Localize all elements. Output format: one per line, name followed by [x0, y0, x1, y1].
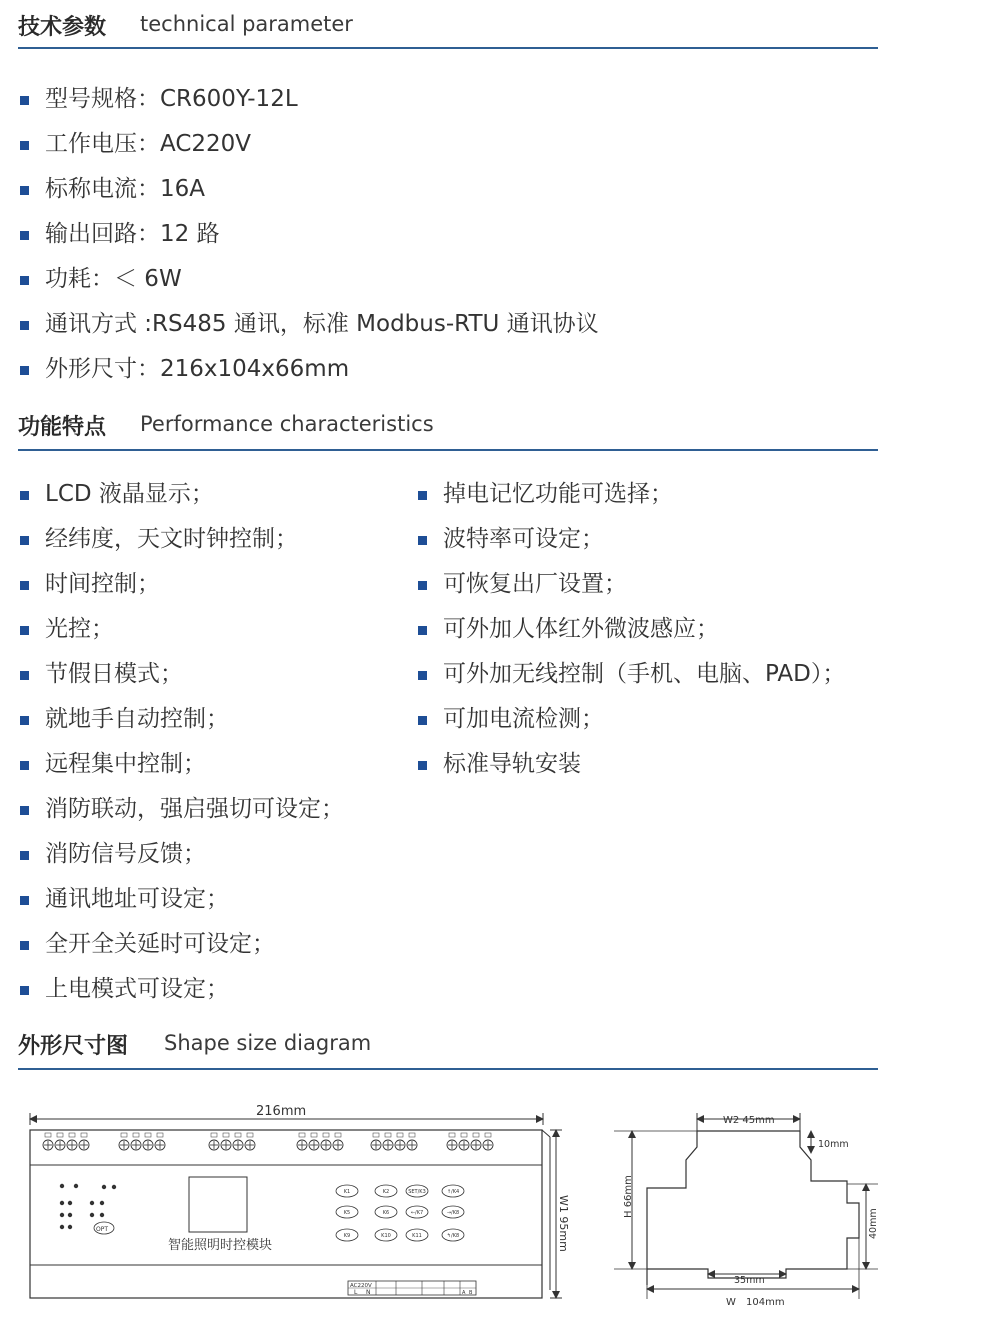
- led-dot: [68, 1213, 72, 1217]
- square-bullet-icon: [20, 366, 29, 375]
- module-label: 智能照明时控模块: [168, 1238, 273, 1253]
- square-bullet-icon: [418, 671, 427, 680]
- square-bullet-icon: [20, 941, 29, 950]
- feature-item: [416, 660, 845, 705]
- terminal-n-label: N: [366, 1289, 371, 1296]
- led-dot: [90, 1201, 94, 1205]
- feature-item: [18, 885, 344, 930]
- bottom-terminal-strip: [348, 1281, 476, 1296]
- feature-item: [18, 840, 344, 885]
- feature-item: [18, 795, 344, 840]
- led-dot: [60, 1201, 64, 1205]
- section-title-zh: 技术参数: [18, 15, 107, 40]
- feature-item: [18, 975, 344, 1020]
- feature-text: 消防信号反馈；: [45, 841, 206, 867]
- feature-item: [18, 525, 344, 570]
- front-height-label: W1 95mm: [557, 1195, 570, 1252]
- square-bullet-icon: [418, 626, 427, 635]
- side-10mm-label: 10mm: [818, 1139, 849, 1150]
- feature-text: 波特率可设定；: [443, 526, 604, 552]
- shape-size-diagram: [0, 1085, 999, 1325]
- feature-item: [18, 930, 344, 975]
- terminal-a-label: A: [462, 1290, 466, 1296]
- key-button[interactable]: [406, 1229, 428, 1241]
- key-label: K10: [381, 1233, 391, 1239]
- front-view: [30, 1104, 570, 1298]
- feature-text: 标准导轨安装: [443, 751, 581, 777]
- feature-text: 掉电记忆功能可选择；: [443, 481, 673, 507]
- feature-item: [18, 705, 344, 750]
- key-label: K6: [382, 1210, 390, 1216]
- square-bullet-icon: [20, 276, 29, 285]
- led-dot: [60, 1225, 64, 1229]
- feature-text: 经纬度，天文时钟控制；: [45, 526, 298, 552]
- lcd-screen: [189, 1177, 247, 1232]
- key-button[interactable]: [406, 1206, 428, 1218]
- feature-text: 时间控制；: [45, 571, 160, 597]
- feature-text: 消防联动，强启强切可设定；: [45, 796, 344, 822]
- side-w-value: 104mm: [746, 1297, 785, 1308]
- key-button[interactable]: [375, 1206, 397, 1218]
- tech-param-item: [18, 355, 599, 400]
- key-button[interactable]: [442, 1229, 464, 1241]
- feature-text: 可外加无线控制（手机、电脑、PAD）；: [443, 661, 846, 687]
- feature-item: [416, 480, 845, 525]
- feature-text: 节假日模式；: [45, 661, 183, 687]
- key-button[interactable]: [375, 1185, 397, 1197]
- key-button[interactable]: [375, 1229, 397, 1241]
- feature-text: 就地手自动控制；: [45, 706, 229, 732]
- feature-text: 可恢复出厂设置；: [443, 571, 627, 597]
- section-title-en: technical parameter: [140, 12, 353, 36]
- square-bullet-icon: [20, 851, 29, 860]
- feature-item: [416, 570, 845, 615]
- square-bullet-icon: [418, 761, 427, 770]
- tech-param-item: [18, 130, 599, 175]
- feature-item: [416, 750, 845, 795]
- front-width-label: 216mm: [256, 1104, 307, 1119]
- tech-param-text: 输出回路：12 路: [45, 221, 220, 247]
- square-bullet-icon: [20, 491, 29, 500]
- side-w-letter: W: [726, 1297, 736, 1308]
- led-dot: [60, 1213, 64, 1217]
- key-label: →/K8: [446, 1210, 460, 1216]
- square-bullet-icon: [20, 96, 29, 105]
- key-button[interactable]: [442, 1185, 464, 1197]
- key-label: SET/K3: [408, 1189, 426, 1195]
- terminal-l-label: L: [354, 1289, 358, 1296]
- tech-param-item: [18, 85, 599, 130]
- feature-text: 可外加人体红外微波感应；: [443, 616, 719, 642]
- key-label: ↰/K8: [446, 1233, 460, 1239]
- key-button[interactable]: [336, 1206, 358, 1218]
- square-bullet-icon: [418, 581, 427, 590]
- section-title-zh: 功能特点: [18, 415, 107, 440]
- led-dot: [102, 1185, 106, 1189]
- side-40mm-label: 40mm: [868, 1208, 879, 1239]
- key-label: ↑/K4: [446, 1189, 460, 1195]
- square-bullet-icon: [20, 806, 29, 815]
- side-35mm-label: 35mm: [734, 1275, 765, 1286]
- tech-param-text: 通讯方式 :RS485 通讯，标准 Modbus-RTU 通讯协议: [45, 311, 599, 337]
- section-header-features: [18, 410, 878, 451]
- square-bullet-icon: [20, 986, 29, 995]
- feature-item: [18, 750, 344, 795]
- key-label: K11: [412, 1233, 422, 1239]
- terminal-b-label: B: [469, 1290, 473, 1296]
- feature-item: [416, 615, 845, 660]
- square-bullet-icon: [20, 141, 29, 150]
- tech-param-text: 工作电压：AC220V: [45, 131, 252, 157]
- key-label: K2: [382, 1189, 390, 1195]
- feature-item: [18, 570, 344, 615]
- tech-param-text: 外形尺寸：216x104x66mm: [45, 356, 350, 382]
- opt-label: OPT: [96, 1226, 109, 1233]
- feature-text: 全开全关延时可设定；: [45, 931, 275, 957]
- feature-item: [18, 615, 344, 660]
- key-button[interactable]: [406, 1185, 428, 1197]
- key-label: K1: [343, 1189, 351, 1195]
- section-divider: [18, 47, 878, 49]
- led-dot: [100, 1201, 104, 1205]
- feature-text: 光控；: [45, 616, 114, 642]
- feature-item: [18, 480, 344, 525]
- tech-param-text: 型号规格：CR600Y-12L: [45, 86, 298, 112]
- tech-param-list: [18, 85, 599, 400]
- tech-param-item: [18, 310, 599, 355]
- square-bullet-icon: [418, 491, 427, 500]
- square-bullet-icon: [20, 231, 29, 240]
- tech-param-item: [18, 220, 599, 265]
- side-view: [614, 1113, 879, 1308]
- section-divider: [18, 1068, 878, 1070]
- feature-text: LCD 液晶显示；: [45, 481, 214, 507]
- feature-text: 可加电流检测；: [443, 706, 604, 732]
- feature-item: [416, 705, 845, 750]
- terminal-ac-label: AC220V: [350, 1283, 372, 1289]
- feature-list-left: [18, 480, 344, 1020]
- key-label: K9: [343, 1233, 351, 1239]
- section-title-en: Shape size diagram: [164, 1031, 372, 1055]
- square-bullet-icon: [20, 186, 29, 195]
- feature-item: [18, 660, 344, 705]
- square-bullet-icon: [20, 671, 29, 680]
- led-dot: [68, 1201, 72, 1205]
- led-dot: [90, 1213, 94, 1217]
- key-button[interactable]: [336, 1185, 358, 1197]
- key-button[interactable]: [442, 1206, 464, 1218]
- tech-param-text: 功耗：＜ 6W: [45, 266, 182, 292]
- key-button[interactable]: [336, 1229, 358, 1241]
- section-title-zh: 外形尺寸图: [18, 1034, 129, 1059]
- tech-param-item: [18, 175, 599, 220]
- side-h-label: H 66mm: [623, 1175, 634, 1218]
- feature-text: 通讯地址可设定；: [45, 886, 229, 912]
- square-bullet-icon: [20, 716, 29, 725]
- square-bullet-icon: [20, 626, 29, 635]
- section-header-tech: [18, 10, 878, 49]
- key-label: ←/K7: [410, 1210, 424, 1216]
- square-bullet-icon: [20, 536, 29, 545]
- square-bullet-icon: [418, 716, 427, 725]
- feature-list-right: [416, 480, 845, 795]
- key-label: K5: [343, 1210, 351, 1216]
- led-dot: [68, 1225, 72, 1229]
- tech-param-text: 标称电流：16A: [45, 176, 206, 202]
- square-bullet-icon: [20, 321, 29, 330]
- square-bullet-icon: [20, 581, 29, 590]
- square-bullet-icon: [20, 896, 29, 905]
- square-bullet-icon: [20, 761, 29, 770]
- feature-text: 上电模式可设定；: [45, 976, 229, 1002]
- section-header-shape: [18, 1029, 878, 1070]
- section-divider: [18, 449, 878, 451]
- led-dot: [60, 1184, 64, 1188]
- led-dot: [112, 1185, 116, 1189]
- led-dot: [74, 1184, 78, 1188]
- led-dot: [100, 1213, 104, 1217]
- side-w2-label: W2 45mm: [723, 1115, 775, 1126]
- section-title-en: Performance characteristics: [140, 412, 434, 436]
- square-bullet-icon: [418, 536, 427, 545]
- tech-param-item: [18, 265, 599, 310]
- feature-item: [416, 525, 845, 570]
- feature-text: 远程集中控制；: [45, 751, 206, 777]
